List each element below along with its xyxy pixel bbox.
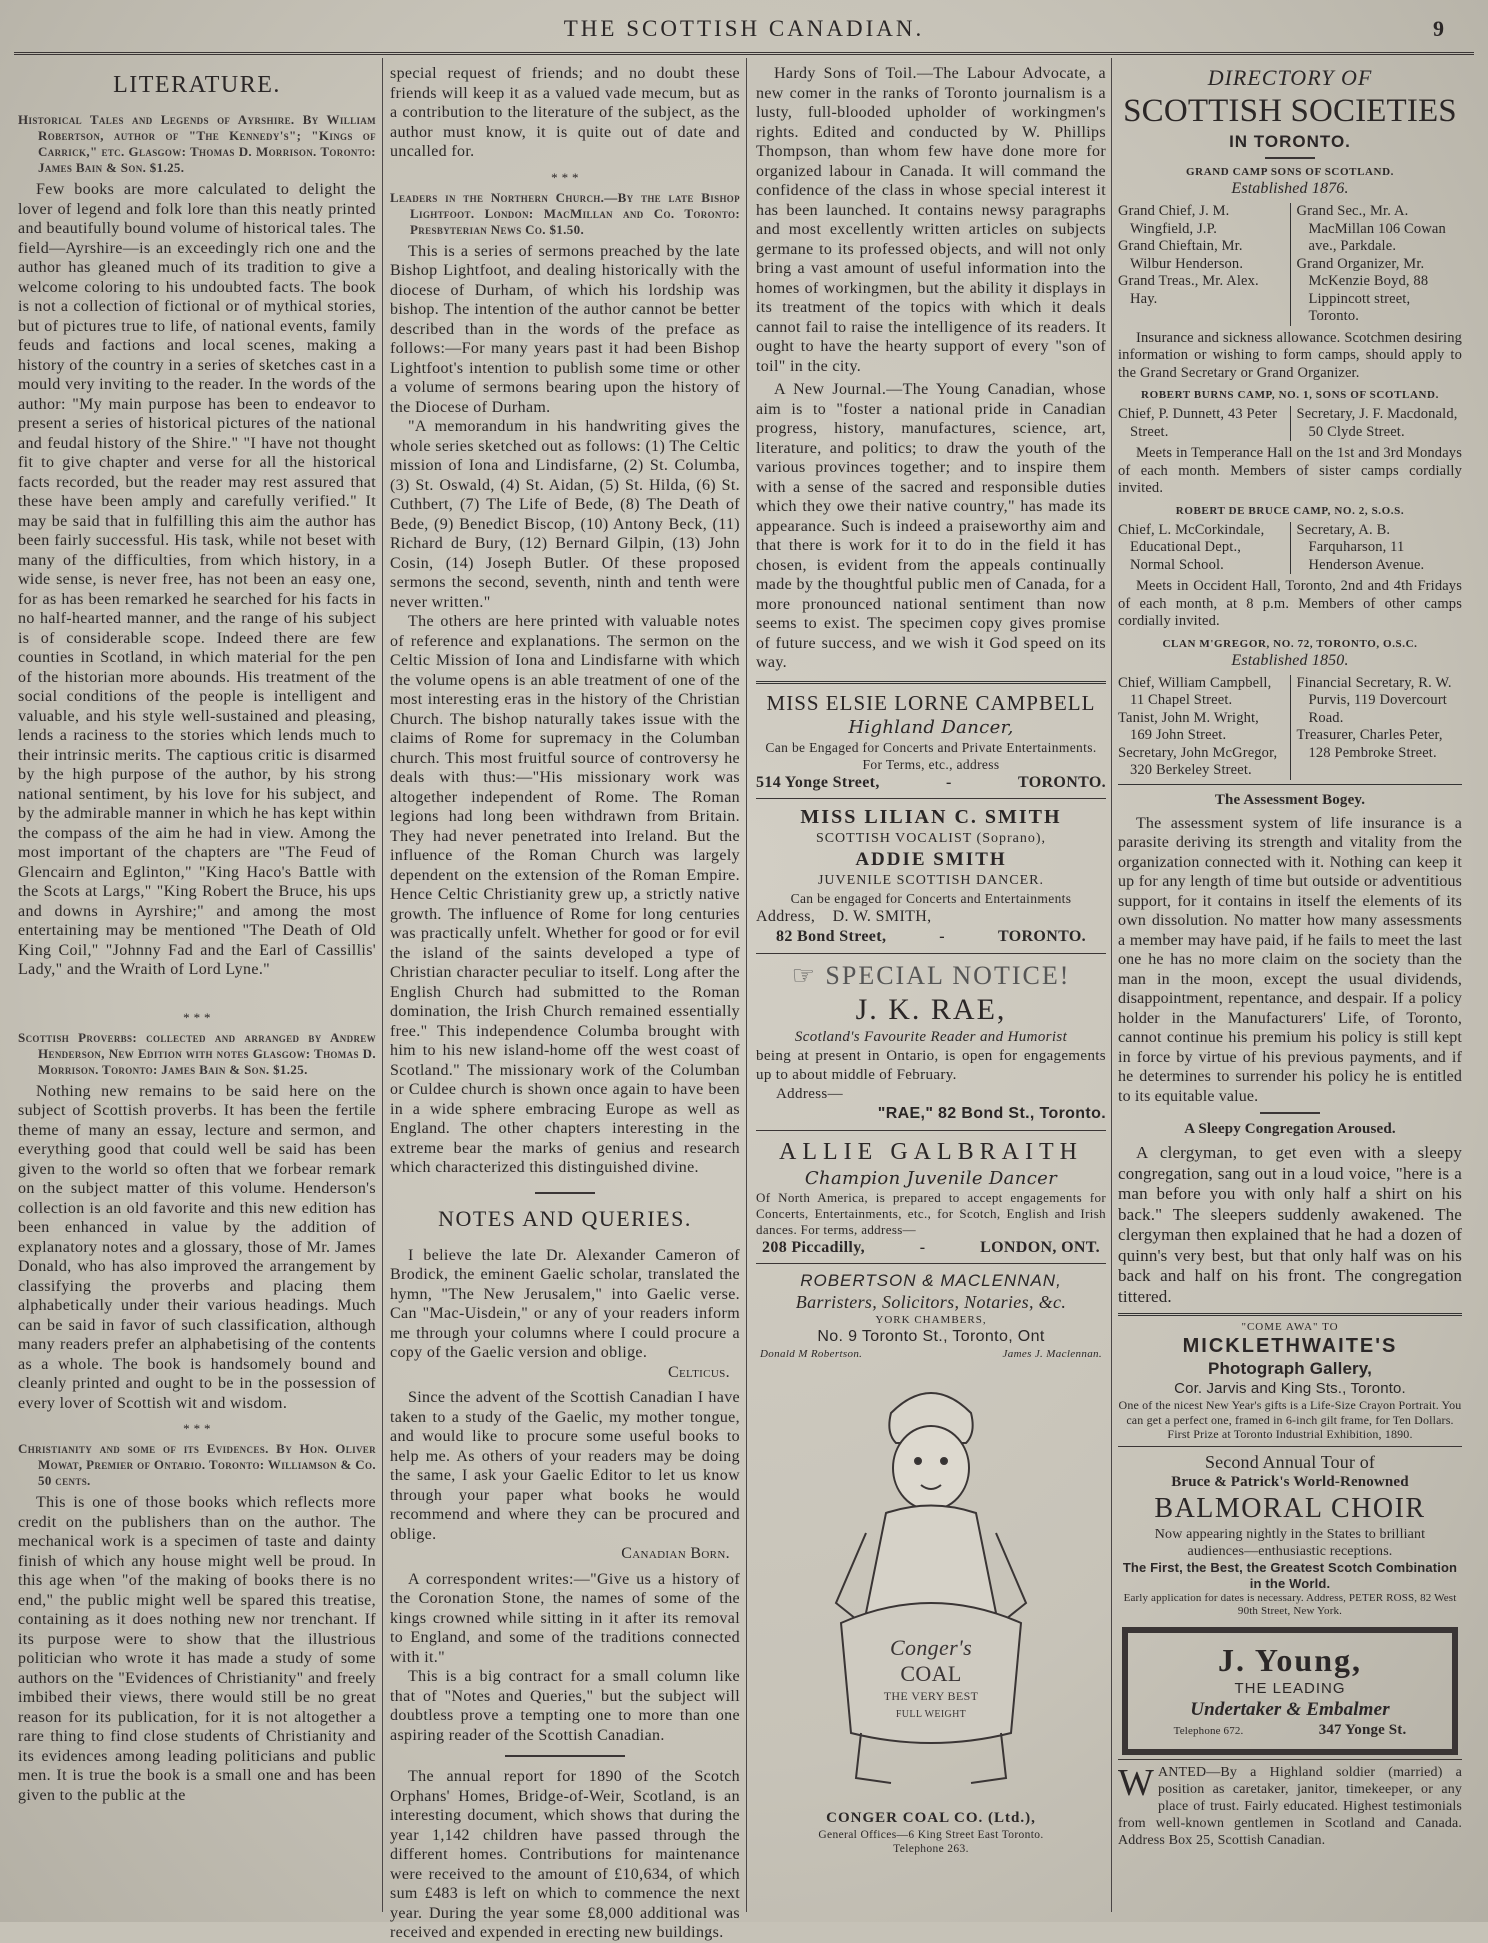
ad-text: ANTED—By a Highland soldier (married) a position as caretaker, janitor, timekeeper, or any place of trust. Fairly educated. Highest testimonials from well-known gentlemen in Scotland and Canada. Address Box 25, Scottish Canadian.	[1118, 1764, 1462, 1848]
officer: Chief, P. Dunnett, 43 Peter Street.	[1118, 406, 1278, 440]
ad-name: J. K. RAE,	[855, 992, 1007, 1026]
ornament-rule	[1265, 157, 1315, 159]
ad-address: 347 Yonge St.	[1318, 1721, 1407, 1738]
ad-robertson-maclennan	[756, 1263, 1106, 1367]
query-signature: Celticus.	[667, 1363, 730, 1381]
ad-address: No. 9 Toronto St., Toronto, Ont	[817, 1328, 1045, 1345]
query-text: Since the advent of the Scottish Canadian I have taken to a study of the Gaelic, my mother tongue, and would like to procure some useful books to help me. As others of your readers may be doing the same, I ask your Gaelic Editor to let us know through your paper what books he would recommend and where they can be procured and oblige.	[390, 1389, 740, 1543]
news-item-labour-advocate: Hardy Sons of Toil.—The Labour Advocate, a new comer in the ranks of Toronto journalism is a lusty, full-blooded upholder of workingmen's rights. Edited and conducted by W. Phillips Thompson, than whom few have done more for organized labour in Canada. It will command the confidence of the class in whose special interest it has been launched. It contains newsy paragraphs and most excellently written articles on subjects germane to its professed objects, and will not only bring a vast amount of useful information into the homes of workingmen, but the ability it displays in its treatment of the topics with which it deals cannot fail to raise the intelligence of its readers. It ought to have the hearty support of every "son of toil" in the city.	[756, 65, 1106, 375]
sack-label: COAL	[900, 1661, 962, 1686]
book-citation: Christianity and some of its Evidences. By Hon. Oliver Mowat, Premier of Ontario. Toronto: Williamson & Co. 50 cents.	[18, 1441, 376, 1488]
ad-pre: "COME AWA" TO	[1241, 1321, 1339, 1333]
ad-dash: -	[939, 928, 945, 945]
ornament-rule	[535, 1192, 595, 1194]
news-item: The annual report for 1890 of the Scotch Orphans' Homes, Bridge-of-Weir, Scotland, is an interesting document, which shows that during the year 1,142 children have passed through the different homes. Contributions for maintenance were received to the amount of £10,634, of which sum £483 is left on which to commence the next year. During the year some £8,000 additional was received and expended in erecting new buildings.	[390, 1768, 740, 1941]
ad-tagline: Scotland's Favourite Reader and Humorist	[794, 1028, 1068, 1045]
sack-label: THE VERY BEST	[883, 1689, 979, 1703]
column-rule	[746, 58, 747, 1912]
officer: Chief, L. McCorkindale, Educational Dept., Normal School.	[1118, 521, 1265, 573]
newspaper-title: THE SCOTTISH CANADIAN.	[563, 16, 925, 41]
ad-dash: -	[946, 773, 952, 791]
society-note: Meets in Temperance Hall on the 1st and 3rd Mondays of each month. Members of sister camps cordially invited.	[1118, 445, 1462, 496]
ad-name: J. Young,	[1218, 1641, 1362, 1678]
ad-name: MISS LILIAN C. SMITH	[800, 806, 1062, 828]
article-body: A clergyman, to get even with a sleepy congregation, sang out in a loud voice, "here is a man before you with only half a shirt on his back." The sleepers suddenly awakened. The clergyman then explained that he had a dozen of quinn's very best, but that only half was on his back and half on his front. The congregation tittered.	[1118, 1143, 1462, 1306]
ad-phone: Telephone 672.	[1173, 1724, 1244, 1737]
sack-label: Conger's	[889, 1635, 973, 1660]
ad-dash: -	[919, 1238, 926, 1256]
ad-role: JUVENILE SCOTTISH DANCER.	[817, 873, 1045, 888]
society-name: GRAND CAMP SONS OF SCOTLAND.	[1186, 166, 1394, 178]
section-heading-notes-queries: NOTES AND QUERIES.	[438, 1205, 692, 1231]
officer: Grand Chief, J. M. Wingfield, J.P.	[1118, 203, 1230, 237]
section-separator: * * *	[551, 169, 579, 185]
ad-address-label: Address—	[776, 1085, 843, 1102]
society-established: Established 1876.	[1231, 180, 1349, 197]
review-body: "A memorandum in his handwriting gives the whole series sketched out as follows: (1) The Celtic mission of Iona and Lindisfarne, (2) St. Columba, (3) St. Oswald, (4) St. Aidan, (5) St. Hilda, (6) St. Cuthbert, (7) The Life of Bede, (8) The Death of Bede, (9) Benedict Biscop, (10) Antony Beck, (11) Richard de Bury, (12) Bernard Gilpin, (13) John Cosin, (14) Joseph Butler. Of these proposed sermons the second, seventh, ninth and tenth were never written."	[390, 418, 740, 611]
query-text: I believe the late Dr. Alexander Cameron of Brodick, the eminent Gaelic scholar, translated the hymn, "The New Jerusalem," into Gaelic verse. Can "Mac-Uisdein," or any of your readers inform me through your columns where I could procure a copy of the Gaelic version and oblige.	[390, 1246, 740, 1361]
ad-balmoral-choir	[1118, 1446, 1462, 1623]
ad-contact: Early application for dates is necessary. Address, PETER ROSS, 82 West 90th Street, New York.	[1123, 1591, 1457, 1617]
ad-text: Of North America, is prepared to accept engagements for Concerts, Entertainments, etc., for Scotch, English and Irish dances. For terms, address—	[756, 1189, 1106, 1237]
officer: Secretary, A. B. Farquharson, 11 Henderson Avenue.	[1296, 521, 1425, 573]
ad-wanted	[1118, 1759, 1462, 1853]
review-body: Few books are more calculated to delight the lover of legend and folk lore than this neatly printed and beautifully bound volume of historical tales. The field—Ayrshire—is an exceedingly rich one and the author has gleaned much of its tradition to give a welcome coloring to his undoubted facts. The book is not a collection of fictional or of mythical stories, but of pictures true to life, of national events, family feuds and factions and local scenes, making a history of the country in a series of sketches cast in a mould very inviting to the reader. In the words of the author: "My main purpose has been to endeavor to present a series of historical pictures of the national and feudal history of the Shire." "I have not thought fit to give chapter and verse for all the historical facts recorded, but the reader may rest assured that these have been amply and carefully verified." It may be said that in fulfilling this aim the author has been fairly successful. His task, while not beset with many of the difficulties, from which history, in a wide sense, is never free, has not been an easy one, for as has been remarked he searched for his facts in no half-hearted manner, and the range of his subject is of considerable scope. Indeed there are few counties in Scotland, in which material for the pen of the historian more abounds. His treatment of the social conditions of the people is intelligent and valuable, and his style well-sustained and pleasing, lends a raciness to the stories which lends much to their intrinsic merits. The captious critic is disarmed by the high purpose of the author, by his strong national sentiment, by his love for his subject, and by the admirable manner in which he has kept within the compass of the aim he had in view. Among the most important of the chapters are "The Feud of Glencairn and Eglinton," "King Haco's Battle with the Scots at Largs," "King Robert the Bruce, his ups and downs in Ayrshire;" and among the most entertaining may be mentioned "The Death of Old King Coil," "Johnny Fad and the Earl of Cassillis' Lady," and the Wraith of Lord Lyne."	[18, 181, 376, 978]
ad-text: Can be Engaged for Concerts and Private Entertainments. For Terms, etc., address	[765, 739, 1097, 772]
column-reviews-notes	[390, 64, 740, 1941]
officer: Grand Treas., Mr. Alex. Hay.	[1118, 273, 1259, 307]
ad-role: SCOTTISH VOCALIST (Soprano),	[815, 831, 1047, 846]
ad-micklethwaite	[1118, 1313, 1462, 1446]
column-directory	[1118, 64, 1462, 1914]
query-signature: Canadian Born.	[621, 1545, 730, 1562]
ad-text: Can be engaged for Concerts and Entertainments	[790, 891, 1072, 906]
ad-partner: Donald M Robertson.	[760, 1348, 863, 1360]
ad-prize: First Prize at Toronto Industrial Exhibition, 1890.	[1167, 1427, 1413, 1441]
book-citation: Scottish Proverbs: collected and arranged by Andrew Henderson, New Edition with notes Glasgow: Thomas D. Morrison. Toronto: James Bain & Son. $1.25.	[18, 1029, 376, 1077]
ad-sub: Photograph Gallery,	[1207, 1359, 1373, 1378]
ad-line: Second Annual Tour of	[1204, 1451, 1376, 1472]
society-note: Insurance and sickness allowance. Scotchmen desiring information or wishing to form camps, should apply to the Grand Secretary or Grand Organizer.	[1118, 329, 1462, 381]
ad-elsie-campbell	[756, 681, 1106, 799]
directory-title: IN TORONTO.	[1229, 132, 1351, 151]
ad-address: "RAE," 82 Bond St., Toronto.	[877, 1104, 1106, 1122]
ad-building: YORK CHAMBERS,	[875, 1314, 987, 1326]
directory-title: SCOTTISH SOCIETIES	[1123, 93, 1457, 129]
article-title: The Assessment Bogey.	[1214, 791, 1366, 808]
masthead	[0, 12, 1488, 52]
ad-name: ALLIE GALBRAITH	[779, 1138, 1083, 1165]
query-text: A correspondent writes:—"Give us a history of the Coronation Stone, the names of some of the kings crowned while sitting in it after its removal to England, and some of the traditions connected with it."	[390, 1570, 740, 1666]
article-body: The assessment system of life insurance is a parasite deriving its strength and vitality from the organization connected with it. Nothing can keep it up for any length of time but outside or adventitious support, for it contains in itself the elements of its own dissolution. No matter how many assessments a member may have paid, if he fails to meet the last one he has no more claim on the society than the man in the moon, except the usual dividends, disappointment, repentance, and despair. If a policy holder in the Manufacturers' Life, of Toronto, cannot continue his premium his policy is still kept in force by virtue of his previous payments, and if he determines to surrender his policy he is entitled to its equitable value.	[1118, 814, 1462, 1105]
society-name: ROBERT DE BRUCE CAMP, NO. 2, S.O.S.	[1175, 504, 1405, 517]
ad-offices: General Offices—6 King Street East Toronto.	[818, 1828, 1044, 1841]
review-continuation: special request of friends; and no doubt these friends will keep it as a valued vade mecum, but as a contribution to the literature of the subject, as the author must know, it is quite out of date and uncalled for.	[390, 65, 740, 160]
drop-cap: W	[1118, 1761, 1155, 1804]
ad-name: ADDIE SMITH	[855, 849, 1007, 870]
officer: Grand Organizer, Mr. McKenzie Boyd, 88 Lippincott street, Toronto.	[1296, 255, 1429, 324]
column-literature	[18, 64, 376, 1914]
ad-j-young	[1122, 1627, 1458, 1755]
ad-city: TORONTO.	[1017, 773, 1106, 791]
officer: Tanist, John M. Wright, 169 John Street.	[1118, 709, 1259, 743]
society-name: ROBERT BURNS CAMP, NO. 1, SONS OF SCOTLAND.	[1141, 389, 1439, 401]
article-title: A Sleepy Congregation Aroused.	[1184, 1121, 1396, 1137]
review-body: This is one of those books which reflects more credit on the publishers than on the author. The mechanical work is a specimen of taste and dainty finish of which any house might well be proud. In this age when "of the making of books there is no end," the public might well be spared this treatise, containing as it does nothing new nor trenchant. If its purpose were to show that the illustrious politician who wrote it has made a study of some authors on the "Evidences of Christianity" and freely imbibed their views, there would still be no great reason for its publication, for it is not altogether a rare thing to find close students of Christianity and its evidences among leading politicians and public men. It is true the book is a small one and has been given to the public at the	[18, 1494, 376, 1804]
ad-line: Bruce & Patrick's World-Renowned	[1171, 1473, 1409, 1490]
ad-city: LONDON, ONT.	[980, 1238, 1100, 1256]
officer: Treasurer, Charles Peter, 128 Pembroke Street.	[1296, 727, 1443, 761]
officer: Grand Sec., Mr. A. MacMillan 106 Cowan ave., Parkdale.	[1296, 203, 1446, 254]
ad-role: Champion Juvenile Dancer	[804, 1167, 1058, 1189]
review-body: The others are here printed with valuable notes of reference and explanations. The sermon on the Celtic Mission of Iona and Lindisfarne with which the volume opens is an able treatment of one of the most interesting eras in the history of the Christian Church. The bishop naturally takes issue with the claims of Rome for supremacy in the Columban church. This most fruitful source of controversy he deals with thus:—"His missionary work was altogether independent of Rome. The Roman legions had long been withdrawn from Britain. They had never penetrated into Ireland. But the influence of the Roman Church was largely dependent on the extension of the Roman Empire. Hence Celtic Christianity grew up, a strictly native growth. The influence of Rome for long centuries was practically unfelt. Whether for good or for evil the island of the saints developed a type of Christian character peculiar to itself. Long after the English Church had submitted to the Roman domination, the Irish Church remained essentially free." This independence Columba brought with him to his new island-home off the west coast of Scotland." The missionary work of the Columban or Culdee church is shown once again to have been in a wide sphere embracing Europe as well as England. The other chapters interesting in the extreme bear the marks of genius and research which characterized this distinguished divine.	[390, 613, 740, 1176]
review-body: This is a series of sermons preached by the late Bishop Lightfoot, and dealing historically with the diocese of Durham, of which his lordship was bishop. The intention of the author cannot be better described than in the words of the preface as follows:—For many years past it had been Bishop Lightfoot's intention to publish some time or other a volume of sermons bearing upon the history of the Diocese of Durham.	[390, 242, 740, 416]
society-note: Meets in Occident Hall, Toronto, 2nd and 4th Fridays of each month, at 8 p.m. Members of other camps cordially invited.	[1118, 578, 1462, 629]
ad-address: 208 Piccadilly,	[762, 1238, 866, 1256]
column-news-ads	[756, 64, 1106, 1914]
sack-label: FULL WEIGHT	[895, 1709, 967, 1720]
book-citation: Leaders in the Northern Church.—By the late Bishop Lightfoot. London: MacMillan and Co. Toronto: Presbyterian News Co. $1.50.	[390, 189, 740, 237]
ad-role: Barristers, Solicitors, Notaries, &c.	[795, 1292, 1067, 1312]
ad-partner: James J. Maclennan.	[1002, 1348, 1102, 1360]
directory-title: DIRECTORY OF	[1207, 65, 1373, 90]
ad-jk-rae	[756, 953, 1106, 1130]
ad-name: BALMORAL CHOIR	[1154, 1492, 1426, 1524]
column-rule	[1111, 58, 1112, 1912]
ad-phone: Telephone 263.	[893, 1843, 969, 1855]
ad-lilian-smith	[756, 798, 1106, 953]
ad-conger-coal	[756, 1367, 1106, 1863]
ad-city: TORONTO.	[997, 928, 1086, 945]
section-separator: * * *	[183, 1009, 211, 1025]
ad-address: Cor. Jarvis and King Sts., Toronto.	[1174, 1380, 1406, 1397]
page-number: 9	[1433, 16, 1444, 41]
query-reply: This is a big contract for a small column like that of "Notes and Queries," but the subject will doubtless prove a tempting one to more than one aspiring reader of the Scottish Canadian.	[390, 1668, 740, 1744]
officer: Grand Chieftain, Mr. Wilbur Henderson.	[1118, 238, 1244, 272]
ad-text: being at present in Ontario, is open for engagements up to about middle of February.	[756, 1047, 1106, 1083]
coal-boy-illustration	[781, 1373, 1081, 1803]
header-rule	[14, 52, 1474, 55]
ad-company: CONGER COAL CO. (Ltd.),	[826, 1809, 1036, 1826]
society-established: Established 1850.	[1231, 651, 1349, 669]
pointing-hand-icon: ☞	[791, 960, 817, 990]
ad-name: MICKLETHWAITE'S	[1182, 1335, 1398, 1357]
ad-text: One of the nicest New Year's gifts is a Life-Size Crayon Portrait. You can get a perfect one, framed in 6-inch gilt frame, for Ten Dollars.	[1118, 1398, 1462, 1427]
directory-scottish-societies	[1118, 64, 1462, 780]
ad-role: Highland Dancer,	[848, 716, 1014, 738]
officer: Secretary, John McGregor, 320 Berkeley Street.	[1118, 744, 1278, 778]
review-body: Nothing new remains to be said here on the subject of Scottish proverbs. It has been the fertile theme of many an essay, lecture and sermon, and everything good that could well be said has been given to the world so often that we forbear remark on the subject matter of this volume. Henderson's collection is an old favorite and this new edition has been enhanced in value by the addition of explanatory notes and a glossary, those of Mr. James Donald, who has also improved the arrangement by classifying the proverbs and placing them alphabetically under their various headings. Much can be said in favor of such classification, although many readers prefer an alphabetising of the contents as a whole. The book is handsomely bound and cleanly printed and ought to be in the possession of every lover of Scottish wit and wisdom.	[18, 1082, 376, 1412]
column-rule	[382, 58, 383, 1912]
officer: Secretary, J. F. Macdonald, 50 Clyde Street.	[1296, 406, 1458, 440]
ad-name: MISS ELSIE LORNE CAMPBELL	[766, 690, 1096, 715]
ornament-rule	[1260, 1112, 1320, 1114]
ad-notice: SPECIAL NOTICE!	[825, 960, 1071, 990]
news-item-young-canadian: A New Journal.—The Young Canadian, whose aim is to "foster a national pride in Canadian progress, history, manufactures, science, art, literature, and politics; to draw the youth of the various provinces together; and to inspire them with a sense of the sacred and responsible duties which they owe their native country," has made its appearance. Such is indeed a praiseworthy aim and that there is work for it to do in the field it has chosen, is evident from the appeals continually made by the thoughtful public men of Canada, for a more pronounced national sentiment than now seems to exist. The specimen copy gives promise of future success, and we wish it God speed on its way.	[756, 381, 1106, 671]
ad-address: 82 Bond Street,	[776, 928, 887, 945]
ad-contact: Address, D. W. SMITH,	[756, 908, 932, 925]
officer: Financial Secretary, R. W. Purvis, 119 Dovercourt Road.	[1296, 674, 1452, 726]
section-heading-literature: LITERATURE.	[113, 72, 281, 98]
ad-address: 514 Yonge Street,	[756, 773, 880, 791]
ornament-rule	[505, 1755, 625, 1757]
society-name: CLAN M'GREGOR, NO. 72, TORONTO, O.S.C.	[1162, 637, 1418, 650]
ad-allie-galbraith	[756, 1130, 1106, 1264]
book-citation: Historical Tales and Legends of Ayrshire. By William Robertson, author of "The Kennedy's"; "Kings of Carrick," etc. Glasgow: Thomas D. Morrison. Toronto: James Bain & Son. $1.25.	[18, 112, 376, 175]
ad-firm: ROBERTSON & MACLENNAN,	[800, 1271, 1062, 1290]
ad-text: Now appearing nightly in the States to brilliant audiences—enthusiastic receptions.	[1154, 1526, 1426, 1559]
ad-slogan: The First, the Best, the Greatest Scotch Combination in the World.	[1122, 1559, 1458, 1591]
officer: Chief, William Campbell, 11 Chapel Street.	[1118, 674, 1272, 708]
section-separator: * * *	[183, 1421, 211, 1436]
ad-line: THE LEADING	[1234, 1679, 1346, 1697]
ad-role: Undertaker & Embalmer	[1190, 1698, 1390, 1720]
